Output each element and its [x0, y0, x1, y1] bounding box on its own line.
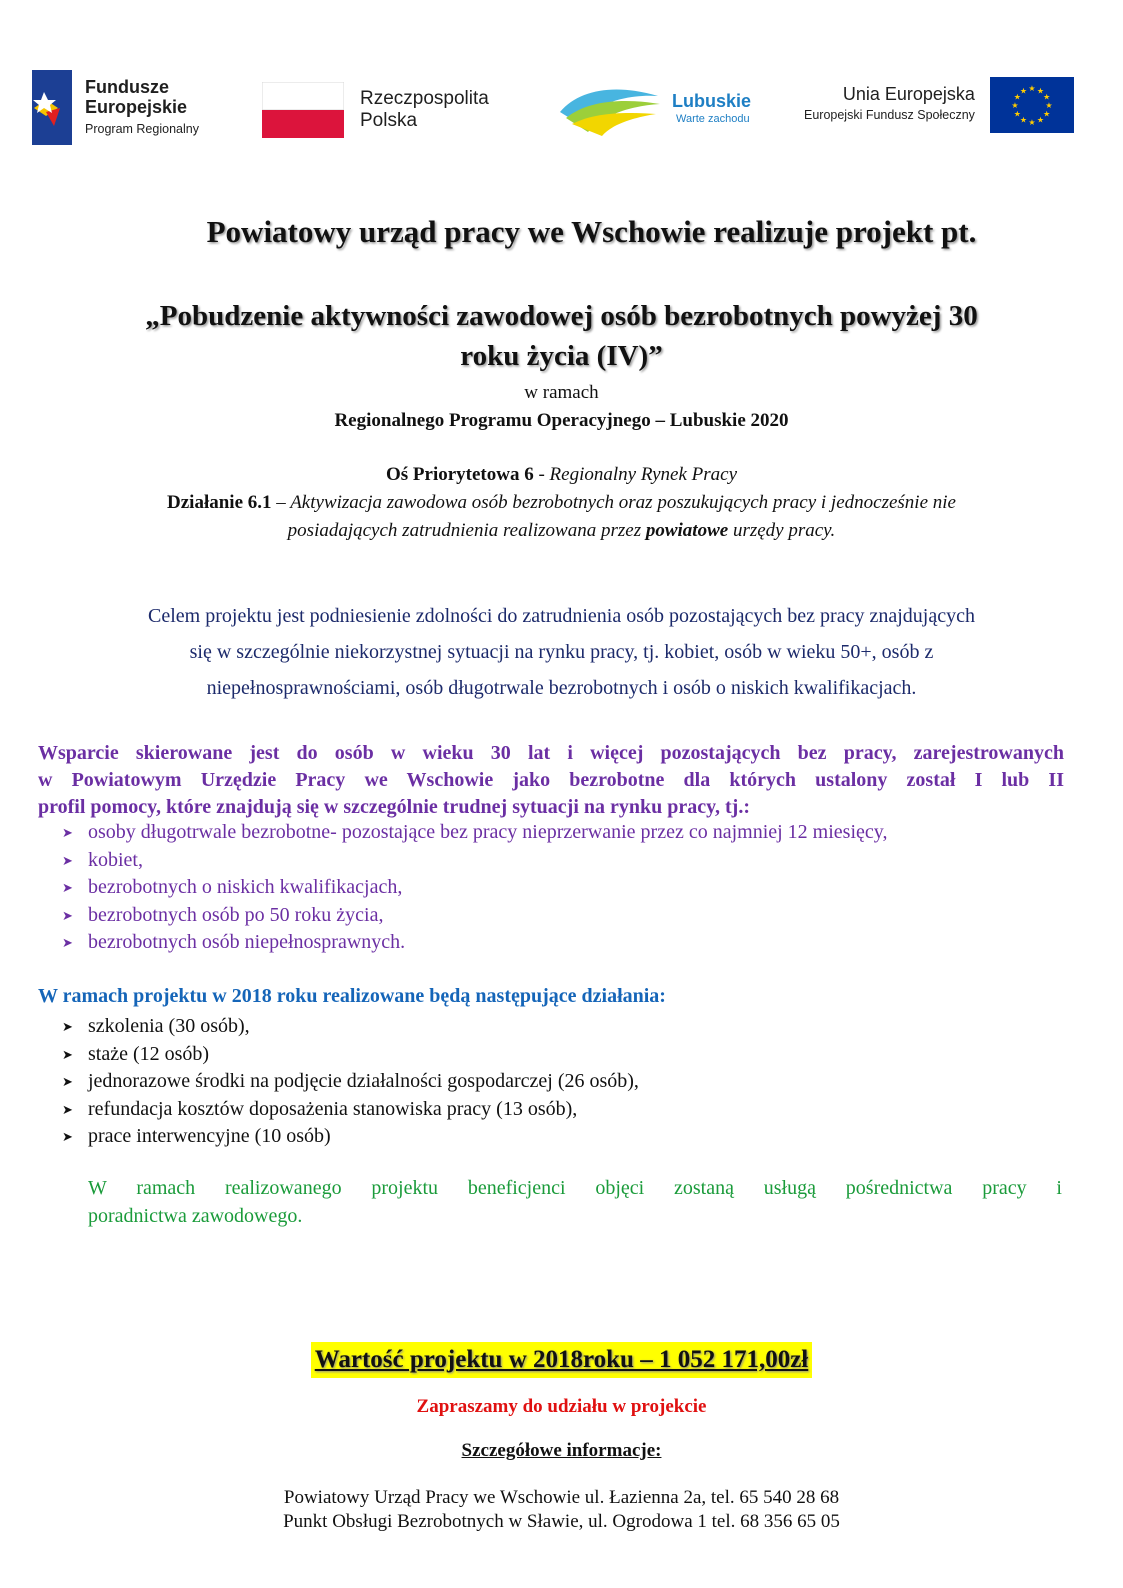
ue-line2: Europejski Fundusz Społeczny — [804, 108, 975, 122]
bullet-arrow-icon: ➤ — [62, 1046, 73, 1062]
support-line1: Wsparcie skierowane jest do osób w wieku 30 lat i więcej pozostających bez pracy, zarejestrowanych — [38, 742, 1064, 764]
goal-line1: Celem projektu jest podniesienie zdolności do zatrudnienia osób pozostających bez pracy znajdujących — [148, 605, 975, 627]
list-item: ➤ szkolenia (30 osób), — [38, 1013, 1068, 1041]
list-item: ➤ osoby długotrwale bezrobotne- pozostające bez pracy nieprzerwanie przez co najmniej 12 miesięcy, — [38, 819, 1068, 847]
bullet-arrow-icon: ➤ — [62, 880, 73, 895]
rp-line2: Polska — [360, 110, 418, 131]
bullet-arrow-icon: ➤ — [62, 1129, 73, 1144]
fe-star-icon — [32, 70, 72, 145]
eu-star-icon: ★ — [1028, 84, 1036, 93]
eu-star-icon: ★ — [1045, 101, 1053, 110]
page-heading: Powiatowy urząd pracy we Wschowie realizuje projekt pt. — [206, 214, 977, 249]
contact-line: Punkt Obsługi Bezrobotnych w Sławie, ul. Ogrodowa 1 tel. 68 356 65 05 — [283, 1511, 840, 1532]
services-block — [88, 1174, 1062, 1230]
priority-line — [0, 464, 1123, 486]
rp-logo — [262, 82, 489, 138]
actions-list — [38, 1013, 1068, 1151]
support-block — [38, 740, 1064, 821]
project-title-line1: „Pobudzenie aktywności zawodowej osób bezrobotnych powyżej 30 — [145, 300, 978, 332]
details-heading: Szczegółowe informacje: — [461, 1440, 662, 1461]
support-line3: profil pomocy, które znajdują się w szczególnie trudnej sytuacji na rynku pracy, tj.: — [38, 796, 751, 818]
services-line1: W ramach realizowanego projektu beneficjenci objęci zostaną usługą pośrednictwa pracy i — [88, 1177, 1062, 1199]
lubuskie-logo — [558, 82, 751, 138]
support-line2: w Powiatowym Urzędzie Pracy we Wschowie jako bezrobotne dla których ustalony został I lub II — [38, 769, 1064, 791]
action-text2-bold: powiatowe — [645, 520, 729, 541]
invite-text: Zapraszamy do udziału w projekcie — [416, 1396, 707, 1417]
action-text2a: posiadających zatrudnienia realizowana przez — [287, 520, 646, 541]
services-line2: poradnictwa zawodowego. — [88, 1205, 303, 1227]
eu-star-icon: ★ — [1028, 118, 1036, 127]
eu-star-icon: ★ — [1019, 86, 1028, 96]
contact-line: Powiatowy Urząd Pracy we Wschowie ul. Łazienna 2a, tel. 65 540 28 68 — [283, 1487, 840, 1508]
value-wrapper — [0, 1342, 1123, 1378]
eu-star-icon: ★ — [1019, 115, 1028, 125]
lubuskie-wave-icon — [558, 82, 662, 138]
list-item: ➤ bezrobotnych osób po 50 roku życia, — [38, 902, 1068, 930]
program-name: Regionalnego Programu Operacyjnego – Lubuskie 2020 — [334, 410, 789, 431]
fe-line1: Fundusze — [85, 76, 169, 97]
eu-star-icon: ★ — [1036, 115, 1045, 125]
bullet-arrow-icon: ➤ — [62, 935, 73, 950]
lubuskie-line2: Warte zachodu — [676, 113, 750, 125]
action-text1: – Aktywizacja zawodowa osób bezrobotnych oraz poszukujących pracy i jednocześnie nie — [271, 492, 956, 513]
bullet-arrow-icon: ➤ — [62, 907, 73, 923]
bullet-arrow-icon: ➤ — [62, 1074, 73, 1089]
action-text2b: urzędy pracy. — [728, 520, 836, 541]
rp-line1: Rzeczpospolita — [360, 88, 489, 109]
action-line1 — [0, 492, 1123, 514]
list-item: ➤ prace interwencyjne (10 osób) — [38, 1123, 1068, 1151]
action-line2 — [0, 520, 1123, 542]
priority-name: Regionalny Rynek Pracy — [549, 464, 738, 485]
eu-flag-icon — [990, 77, 1074, 133]
project-title-line2: roku życia (IV)” — [460, 340, 663, 372]
eu-star-icon: ★ — [1013, 109, 1021, 119]
list-item: ➤ bezrobotnych osób niepełnosprawnych. — [38, 929, 1068, 957]
list-item: ➤ staże (12 osób) — [38, 1041, 1068, 1069]
actions-heading: W ramach projektu w 2018 roku realizowane będą następujące działania: — [38, 985, 666, 1007]
ue-line1: Unia Europejska — [842, 84, 975, 104]
eu-star-icon: ★ — [1043, 109, 1051, 119]
bullet-arrow-icon: ➤ — [62, 1101, 73, 1117]
bullet-arrow-icon: ➤ — [62, 825, 73, 840]
eu-star-icon: ★ — [1043, 92, 1051, 102]
priority-sep: - — [533, 464, 550, 485]
eu-star-icon: ★ — [1013, 92, 1021, 102]
goal-line3: niepełnosprawnościami, osób długotrwale bezrobotnych i osób o niskich kwalifikacjach. — [206, 677, 917, 699]
logo-bar — [0, 60, 1123, 160]
poland-flag-icon — [262, 82, 344, 138]
priority-label: Oś Priorytetowa 6 — [385, 464, 534, 485]
action-label: Działanie 6.1 — [167, 492, 272, 513]
contacts-block — [0, 1486, 1123, 1534]
eu-star-icon: ★ — [1036, 86, 1045, 96]
fe-line2: Europejskie — [85, 96, 188, 117]
list-item: ➤ kobiet, — [38, 847, 1068, 875]
lubuskie-line1: Lubuskie — [672, 91, 752, 111]
goal-line2: się w szczególnie niekorzystnej sytuacji na rynku pracy, tj. kobiet, osób w wieku 50+, osób z — [189, 641, 934, 663]
ue-logo — [804, 77, 1074, 133]
list-item: ➤ refundacja kosztów doposażenia stanowiska pracy (13 osób), — [38, 1096, 1068, 1124]
program-prefix: w ramach — [524, 382, 599, 403]
fe-logo — [32, 70, 199, 145]
fe-line3: Program Regionalny — [85, 121, 199, 136]
bullet-arrow-icon: ➤ — [62, 1019, 73, 1034]
support-list — [38, 819, 1068, 957]
project-value-banner: Wartość projektu w 2018roku – 1 052 171,00zł — [311, 1342, 813, 1378]
list-item: ➤ bezrobotnych o niskich kwalifikacjach, — [38, 874, 1068, 902]
bullet-arrow-icon: ➤ — [62, 852, 73, 868]
eu-star-icon: ★ — [1011, 101, 1019, 110]
goal-block — [0, 598, 1123, 706]
list-item: ➤ jednorazowe środki na podjęcie działalności gospodarczej (26 osób), — [38, 1068, 1068, 1096]
